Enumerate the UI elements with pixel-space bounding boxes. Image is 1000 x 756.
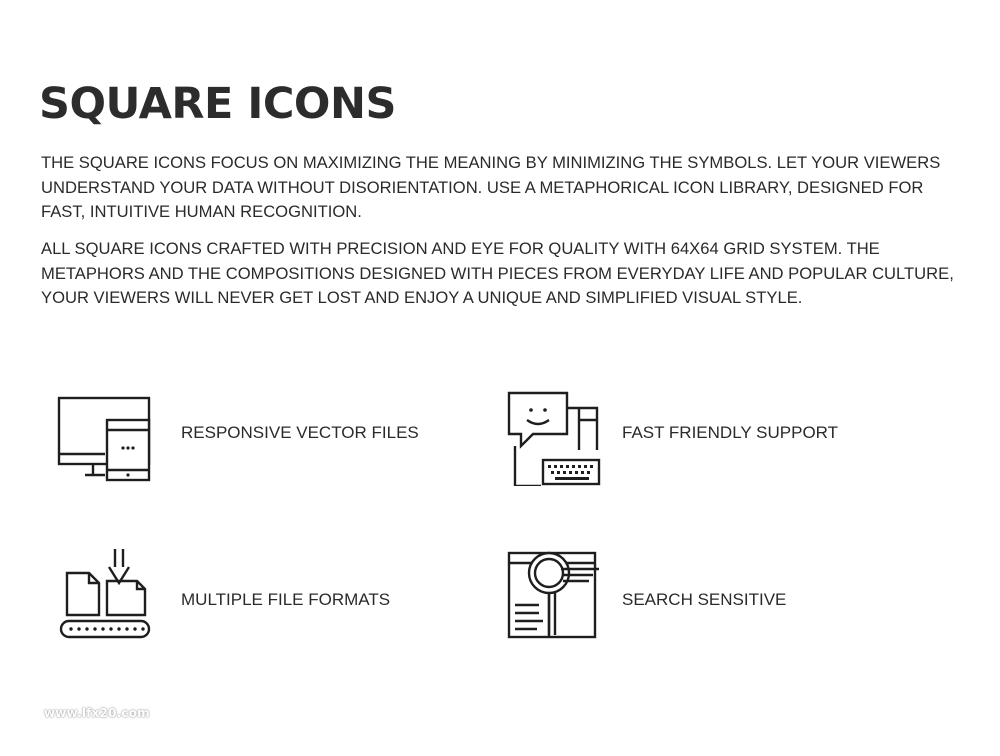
- feature-label: MULTIPLE FILE FORMATS: [181, 590, 391, 609]
- watermark: www.lfx20.com: [44, 706, 150, 720]
- feature-label: SEARCH SENSITIVE: [622, 590, 787, 609]
- feature-label: FAST FRIENDLY SUPPORT: [622, 423, 839, 442]
- feature-responsive-vector-files: [57, 390, 419, 486]
- page-title: SQUARE ICONS: [39, 79, 396, 129]
- feature-search-sensitive: [505, 545, 787, 641]
- feature-label: RESPONSIVE VECTOR FILES: [181, 423, 419, 442]
- intro-paragraph-1: THE SQUARE ICONS FOCUS ON MAXIMIZING THE MEANING BY MINIMIZING THE SYMBOLS. LET YOUR VIEWERS UNDERSTAND YOUR DATA WITHOUT DISORIENTATION. USE A METAPHORICAL ICON LIBRARY, DESIGNED FOR FAST, INTUITIVE HUMAN RECOGNITION.: [41, 153, 941, 221]
- support-chat-icon: [505, 390, 601, 486]
- intro-paragraph-2: ALL SQUARE ICONS CRAFTED WITH PRECISION AND EYE FOR QUALITY WITH 64X64 GRID SYSTEM. THE METAPHORS AND THE COMPOSITIONS DESIGNED WITH PIECES FROM EVERYDAY LIFE AND POPULAR CULTURE, YOUR VIEWERS WILL NEVER GET LOST AND ENJOY A UNIQUE AND SIMPLIFIED VISUAL STYLE.: [41, 239, 954, 307]
- feature-multiple-file-formats: [57, 545, 391, 641]
- file-conveyor-icon: [57, 545, 153, 641]
- search-document-icon: [505, 545, 601, 641]
- feature-fast-friendly-support: [505, 390, 839, 486]
- responsive-devices-icon: [57, 390, 153, 486]
